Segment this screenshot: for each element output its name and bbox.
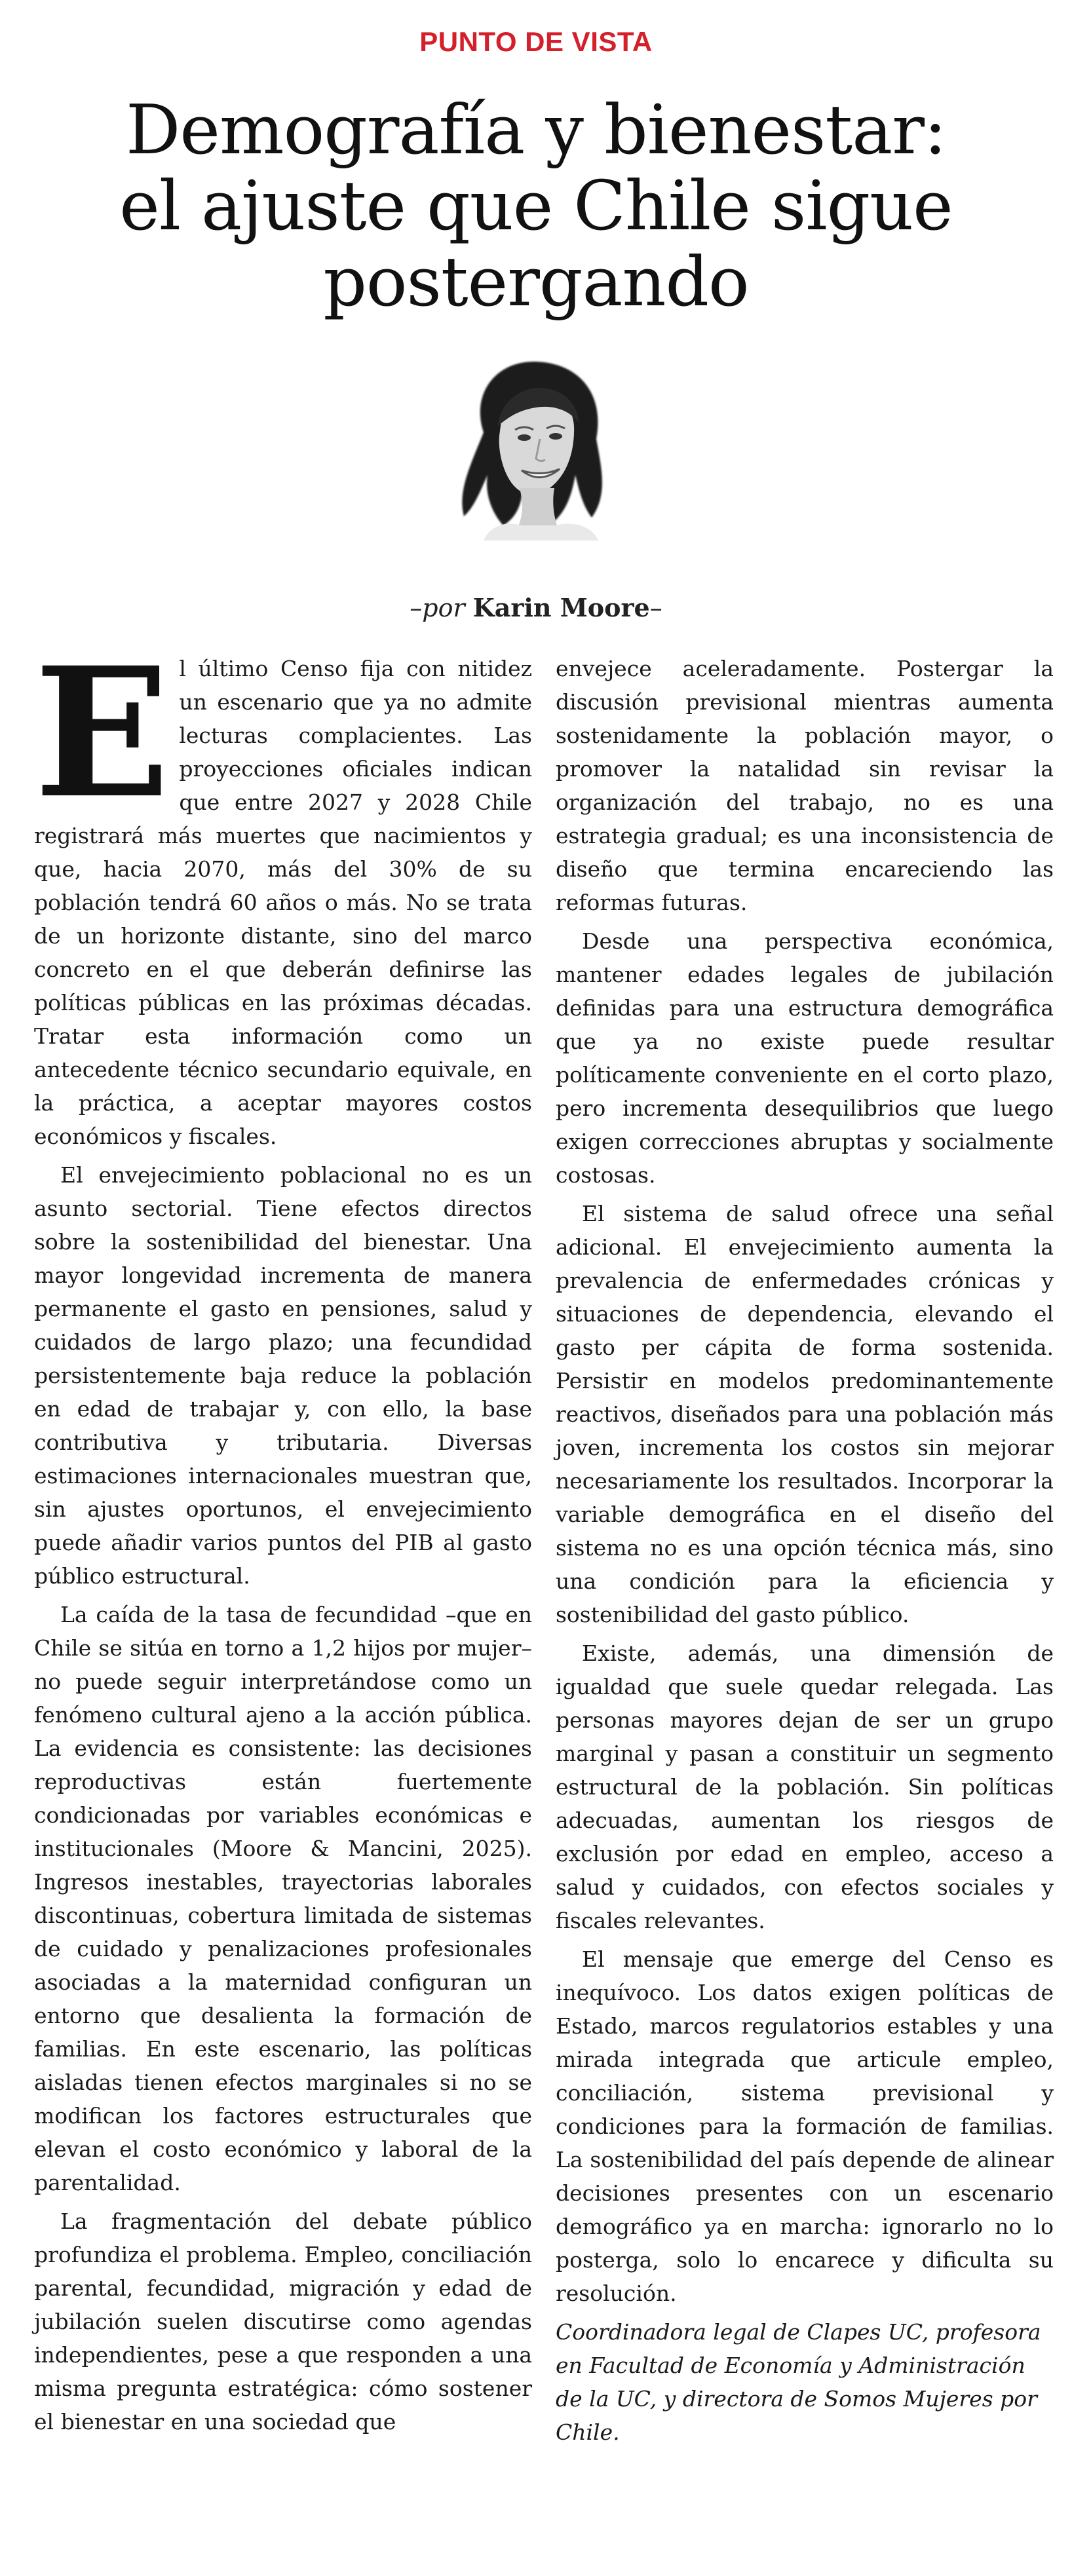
section-label: PUNTO DE VISTA — [419, 26, 653, 57]
headline-line-2: el ajuste que Chile sigue — [119, 166, 953, 246]
byline — [0, 593, 1072, 622]
paragraph: La fragmentación del debate público profundiza el problema. Empleo, conciliación parental, fecundidad, migración y edad de jubilación suelen discutirse como agendas independientes, pese a que responden a una misma pregunta estratégica: cómo sostener el bienestar en una sociedad que — [34, 2208, 532, 2434]
paragraph: El sistema de salud ofrece una señal adicional. El envejecimiento aumenta la prevalencia de enfermedades crónicas y situaciones de dependencia, elevando el gasto per cápita de forma sostenida. Persistir en modelos predominantemente reactivos, diseñados para una población más joven, incrementa los costos sin mejorar necesariamente los resultados. Incorporar la variable demográfica en el diseño del sistema no es una opción técnica más, sino una condición para la eficiencia y sostenibilidad del gasto público. — [556, 1201, 1054, 1627]
article-column-left — [34, 629, 532, 2444]
paragraph: Existe, además, una dimensión de igualdad que suele quedar relegada. Las personas mayores dejan de ser un grupo marginal y pasan a constituir un segmento estructural de la población. Sin políticas adecuadas, aumentan los riesgos de exclusión por edad en empleo, acceso a salud y cuidados, con efectos sociales y fiscales relevantes. — [556, 1640, 1054, 1933]
paragraph: El envejecimiento poblacional no es un asunto sectorial. Tiene efectos directos sobre la sostenibilidad del bienestar. Una mayor longevidad incrementa de manera permanente el gasto en pensiones, salud y cuidados de largo plazo; una fecundidad persistentemente baja reduce la población en edad de trabajar y, con ello, la base contributiva y tributaria. Diversas estimaciones internacionales muestran que, sin ajustes oportunos, el envejecimiento puede añadir varios puntos del PIB al gasto público estructural. — [34, 1162, 532, 1589]
author-name: Karin Moore — [472, 593, 650, 622]
paragraph: La caída de la tasa de fecundidad –que en Chile se sitúa en torno a 1,2 hijos por mujer– no puede seguir interpretándose como un fenómeno cultural ajeno a la acción pública. La evidencia es consistente: las decisiones reproductivas están fuertemente condicionadas por variables económicas e institucionales (Moore & Mancini, 2025). Ingresos inestables, trayectorias laborales discontinuas, cobertura limitada de sistemas de cuidado y penalizaciones profesionales asociadas a la maternidad configuran un entorno que desalienta la formación de familias. En este escenario, las políticas aisladas tienen efectos marginales si no se modifican los factores estructurales que elevan el costo económico y laboral de la parentalidad. — [34, 1602, 532, 2195]
paragraph: Desde una perspectiva económica, mantener edades legales de jubilación definidas para una estructura demográfica que ya no existe puede resultar políticamente conveniente en el corto plazo, pero incrementa desequilibrios que luego exigen correcciones abruptas y socialmente costosas. — [556, 928, 1054, 1188]
paragraph: El último Censo fija con nitidez un escenario que ya no admite lecturas complacientes. Las proyecciones oficiales indican que entre 2027 y 2028 Chile registrará más muertes que nacimientos y que, hacia 2070, más del 30% de su población tendrá 60 años o más. No se trata de un horizonte distante, sino del marco concreto en el que deberán definirse las políticas públicas en las próximas décadas. Tratar esta información como un antecedente técnico secundario equivale, en la práctica, a aceptar mayores costos económicos y fiscales. — [34, 629, 532, 1149]
author-note: Coordinadora legal de Clapes UC, profesora en Facultad de Economía y Administración de la UC, y directora de Somos Mujeres por Chile. — [556, 2319, 1041, 2445]
article-headline — [39, 92, 1033, 320]
headline-line-3: postergando — [323, 242, 749, 322]
headline-line-1: Demografía y bienestar: — [126, 90, 946, 170]
byline-prefix: –por — [410, 594, 465, 622]
paragraph: El mensaje que emerge del Censo es inequívoco. Los datos exigen políticas de Estado, marcos regulatorios estables y una mirada integrada que articule empleo, conciliación, sistema previsional y condiciones para la formación de familias. La sostenibilidad del país depende de alinear decisiones presentes con un escenario demográfico ya en marcha: ignorarlo no lo posterga, solo lo encarece y dificulta su resolución. — [556, 1946, 1054, 2306]
article-column-right — [556, 652, 1054, 2454]
byline-suffix: – — [649, 594, 662, 622]
drop-cap: E — [34, 629, 170, 838]
author-portrait — [444, 354, 628, 540]
paragraph: envejece aceleradamente. Postergar la discusión previsional mientras aumenta sostenidamente la población mayor, o promover la natalidad sin revisar la organización del trabajo, no es una estrategia gradual; es una inconsistencia de diseño que termina encareciendo las reformas futuras. — [556, 656, 1054, 915]
